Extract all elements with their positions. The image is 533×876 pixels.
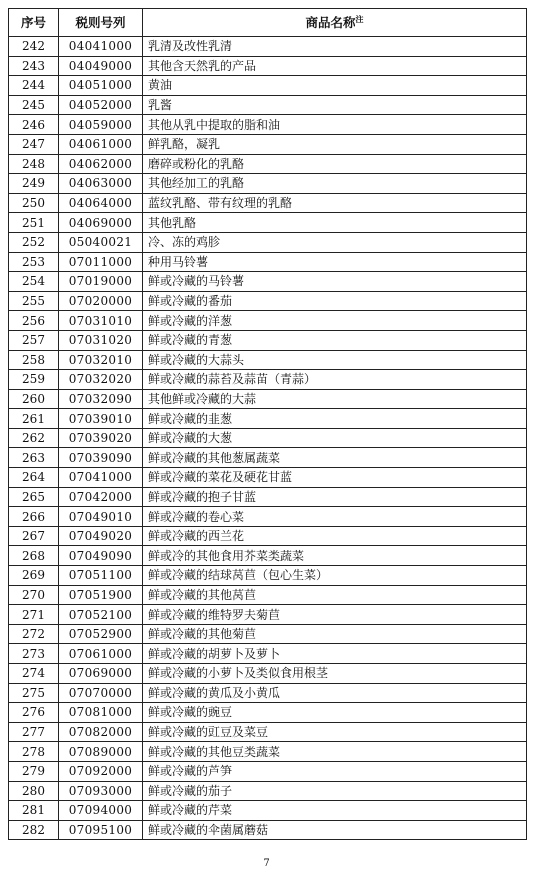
seq-cell: 257 (9, 330, 59, 350)
table-row (9, 644, 527, 664)
header-seq: 序号 (9, 9, 59, 37)
seq-cell: 270 (9, 585, 59, 605)
table-row (9, 95, 527, 115)
table-row (9, 76, 527, 96)
table-row (9, 115, 527, 135)
name-cell: 鲜或冷藏的胡萝卜及萝卜 (143, 644, 527, 664)
table-row (9, 448, 527, 468)
code-cell: 04064000 (59, 193, 143, 213)
header-code: 税则号列 (59, 9, 143, 37)
name-cell: 乳清及改性乳清 (143, 37, 527, 57)
seq-cell: 248 (9, 154, 59, 174)
code-cell: 04061000 (59, 134, 143, 154)
seq-cell: 282 (9, 820, 59, 840)
tariff-table (8, 8, 527, 840)
code-cell: 07019000 (59, 272, 143, 292)
seq-cell: 245 (9, 95, 59, 115)
seq-cell: 246 (9, 115, 59, 135)
seq-cell: 255 (9, 291, 59, 311)
table-row (9, 546, 527, 566)
code-cell: 05040021 (59, 232, 143, 252)
code-cell: 07095100 (59, 820, 143, 840)
name-cell: 鲜或冷藏的菜花及硬花甘蓝 (143, 468, 527, 488)
code-cell: 07039090 (59, 448, 143, 468)
table-row (9, 134, 527, 154)
name-cell: 其他经加工的乳酪 (143, 174, 527, 194)
seq-cell: 261 (9, 409, 59, 429)
seq-cell: 256 (9, 311, 59, 331)
code-cell: 07081000 (59, 703, 143, 723)
name-cell: 其他从乳中提取的脂和油 (143, 115, 527, 135)
name-cell: 其他含天然乳的产品 (143, 56, 527, 76)
seq-cell: 278 (9, 742, 59, 762)
name-cell: 鲜或冷藏的卷心菜 (143, 507, 527, 527)
name-cell: 鲜或冷藏的维特罗夫菊苣 (143, 605, 527, 625)
name-cell: 鲜或冷藏的大葱 (143, 428, 527, 448)
table-row (9, 820, 527, 840)
code-cell: 04062000 (59, 154, 143, 174)
table-row (9, 232, 527, 252)
header-name (143, 9, 527, 37)
table-row (9, 409, 527, 429)
code-cell: 07049020 (59, 526, 143, 546)
code-cell: 07042000 (59, 487, 143, 507)
code-cell: 07082000 (59, 722, 143, 742)
seq-cell: 280 (9, 781, 59, 801)
table-row (9, 683, 527, 703)
name-cell: 鲜或冷的其他食用芥菜类蔬菜 (143, 546, 527, 566)
code-cell: 07089000 (59, 742, 143, 762)
name-cell: 鲜或冷藏的抱子甘蓝 (143, 487, 527, 507)
name-cell: 鲜或冷藏的伞菌属蘑菇 (143, 820, 527, 840)
code-cell: 07049090 (59, 546, 143, 566)
code-cell: 04041000 (59, 37, 143, 57)
table-row (9, 193, 527, 213)
table-row (9, 56, 527, 76)
seq-cell: 271 (9, 605, 59, 625)
name-cell: 鲜或冷藏的芹菜 (143, 801, 527, 821)
name-cell: 鲜或冷藏的豌豆 (143, 703, 527, 723)
seq-cell: 276 (9, 703, 59, 723)
seq-cell: 266 (9, 507, 59, 527)
table-row (9, 350, 527, 370)
code-cell: 04059000 (59, 115, 143, 135)
code-cell: 07093000 (59, 781, 143, 801)
name-cell: 鲜乳酪，凝乳 (143, 134, 527, 154)
header-name-label: 商品名称 (305, 14, 356, 30)
seq-cell: 262 (9, 428, 59, 448)
seq-cell: 263 (9, 448, 59, 468)
name-cell: 鲜或冷藏的大蒜头 (143, 350, 527, 370)
seq-cell: 250 (9, 193, 59, 213)
seq-cell: 264 (9, 468, 59, 488)
name-cell: 鲜或冷藏的黄瓜及小黄瓜 (143, 683, 527, 703)
seq-cell: 273 (9, 644, 59, 664)
seq-cell: 244 (9, 76, 59, 96)
seq-cell: 268 (9, 546, 59, 566)
code-cell: 07051100 (59, 566, 143, 586)
table-row (9, 213, 527, 233)
code-cell: 07061000 (59, 644, 143, 664)
code-cell: 07094000 (59, 801, 143, 821)
code-cell: 07031020 (59, 330, 143, 350)
code-cell: 07051900 (59, 585, 143, 605)
table-row (9, 487, 527, 507)
name-cell: 鲜或冷藏的其他菊苣 (143, 624, 527, 644)
code-cell: 07052100 (59, 605, 143, 625)
table-row (9, 468, 527, 488)
table-row (9, 624, 527, 644)
name-cell: 其他乳酪 (143, 213, 527, 233)
name-cell: 鲜或冷藏的结球莴苣（包心生菜） (143, 566, 527, 586)
name-cell: 鲜或冷藏的其他葱属蔬菜 (143, 448, 527, 468)
code-cell: 07039010 (59, 409, 143, 429)
name-cell: 鲜或冷藏的其他豆类蔬菜 (143, 742, 527, 762)
code-cell: 04063000 (59, 174, 143, 194)
seq-cell: 243 (9, 56, 59, 76)
table-row (9, 526, 527, 546)
name-cell: 鲜或冷藏的其他莴苣 (143, 585, 527, 605)
seq-cell: 253 (9, 252, 59, 272)
table-row (9, 722, 527, 742)
seq-cell: 259 (9, 370, 59, 390)
table-row (9, 370, 527, 390)
table-row (9, 37, 527, 57)
table-row (9, 566, 527, 586)
code-cell: 04052000 (59, 95, 143, 115)
name-cell: 鲜或冷藏的小萝卜及类似食用根茎 (143, 664, 527, 684)
seq-cell: 277 (9, 722, 59, 742)
name-cell: 鲜或冷藏的西兰花 (143, 526, 527, 546)
seq-cell: 281 (9, 801, 59, 821)
seq-cell: 249 (9, 174, 59, 194)
table-row (9, 428, 527, 448)
name-cell: 鲜或冷藏的蒜苔及蒜苗（青蒜） (143, 370, 527, 390)
seq-cell: 254 (9, 272, 59, 292)
table-row (9, 389, 527, 409)
table-row (9, 291, 527, 311)
seq-cell: 247 (9, 134, 59, 154)
code-cell: 07070000 (59, 683, 143, 703)
code-cell: 04051000 (59, 76, 143, 96)
table-row (9, 781, 527, 801)
seq-cell: 269 (9, 566, 59, 586)
table-body (9, 37, 527, 840)
name-cell: 鲜或冷藏的豇豆及菜豆 (143, 722, 527, 742)
seq-cell: 279 (9, 761, 59, 781)
code-cell: 07032090 (59, 389, 143, 409)
table-row (9, 703, 527, 723)
seq-cell: 252 (9, 232, 59, 252)
name-cell: 乳酱 (143, 95, 527, 115)
table-row (9, 801, 527, 821)
table-row (9, 761, 527, 781)
table-row (9, 605, 527, 625)
name-cell: 蓝纹乳酪、带有纹理的乳酪 (143, 193, 527, 213)
table-header-row (9, 9, 527, 37)
seq-cell: 242 (9, 37, 59, 57)
name-cell: 黄油 (143, 76, 527, 96)
table-row (9, 585, 527, 605)
code-cell: 07049010 (59, 507, 143, 527)
table-row (9, 311, 527, 331)
code-cell: 07041000 (59, 468, 143, 488)
table-row (9, 507, 527, 527)
seq-cell: 274 (9, 664, 59, 684)
seq-cell: 275 (9, 683, 59, 703)
code-cell: 07039020 (59, 428, 143, 448)
name-cell: 鲜或冷藏的茄子 (143, 781, 527, 801)
code-cell: 07011000 (59, 252, 143, 272)
table-row (9, 664, 527, 684)
name-cell: 种用马铃薯 (143, 252, 527, 272)
name-cell: 鲜或冷藏的芦笋 (143, 761, 527, 781)
code-cell: 07031010 (59, 311, 143, 331)
code-cell: 07092000 (59, 761, 143, 781)
code-cell: 07052900 (59, 624, 143, 644)
name-cell: 鲜或冷藏的马铃薯 (143, 272, 527, 292)
seq-cell: 272 (9, 624, 59, 644)
table-row (9, 252, 527, 272)
name-cell: 磨碎或粉化的乳酪 (143, 154, 527, 174)
seq-cell: 251 (9, 213, 59, 233)
table-row (9, 174, 527, 194)
header-name-note: 注 (355, 14, 364, 24)
seq-cell: 258 (9, 350, 59, 370)
seq-cell: 265 (9, 487, 59, 507)
code-cell: 07032010 (59, 350, 143, 370)
name-cell: 鲜或冷藏的番茄 (143, 291, 527, 311)
table-row (9, 742, 527, 762)
seq-cell: 267 (9, 526, 59, 546)
seq-cell: 260 (9, 389, 59, 409)
name-cell: 鲜或冷藏的韭葱 (143, 409, 527, 429)
table-row (9, 154, 527, 174)
table-row (9, 272, 527, 292)
code-cell: 04049000 (59, 56, 143, 76)
page-number: 7 (263, 858, 270, 869)
code-cell: 07020000 (59, 291, 143, 311)
name-cell: 其他鲜或冷藏的大蒜 (143, 389, 527, 409)
table-row (9, 330, 527, 350)
name-cell: 鲜或冷藏的洋葱 (143, 311, 527, 331)
name-cell: 鲜或冷藏的青葱 (143, 330, 527, 350)
code-cell: 07032020 (59, 370, 143, 390)
code-cell: 04069000 (59, 213, 143, 233)
code-cell: 07069000 (59, 664, 143, 684)
name-cell: 冷、冻的鸡胗 (143, 232, 527, 252)
